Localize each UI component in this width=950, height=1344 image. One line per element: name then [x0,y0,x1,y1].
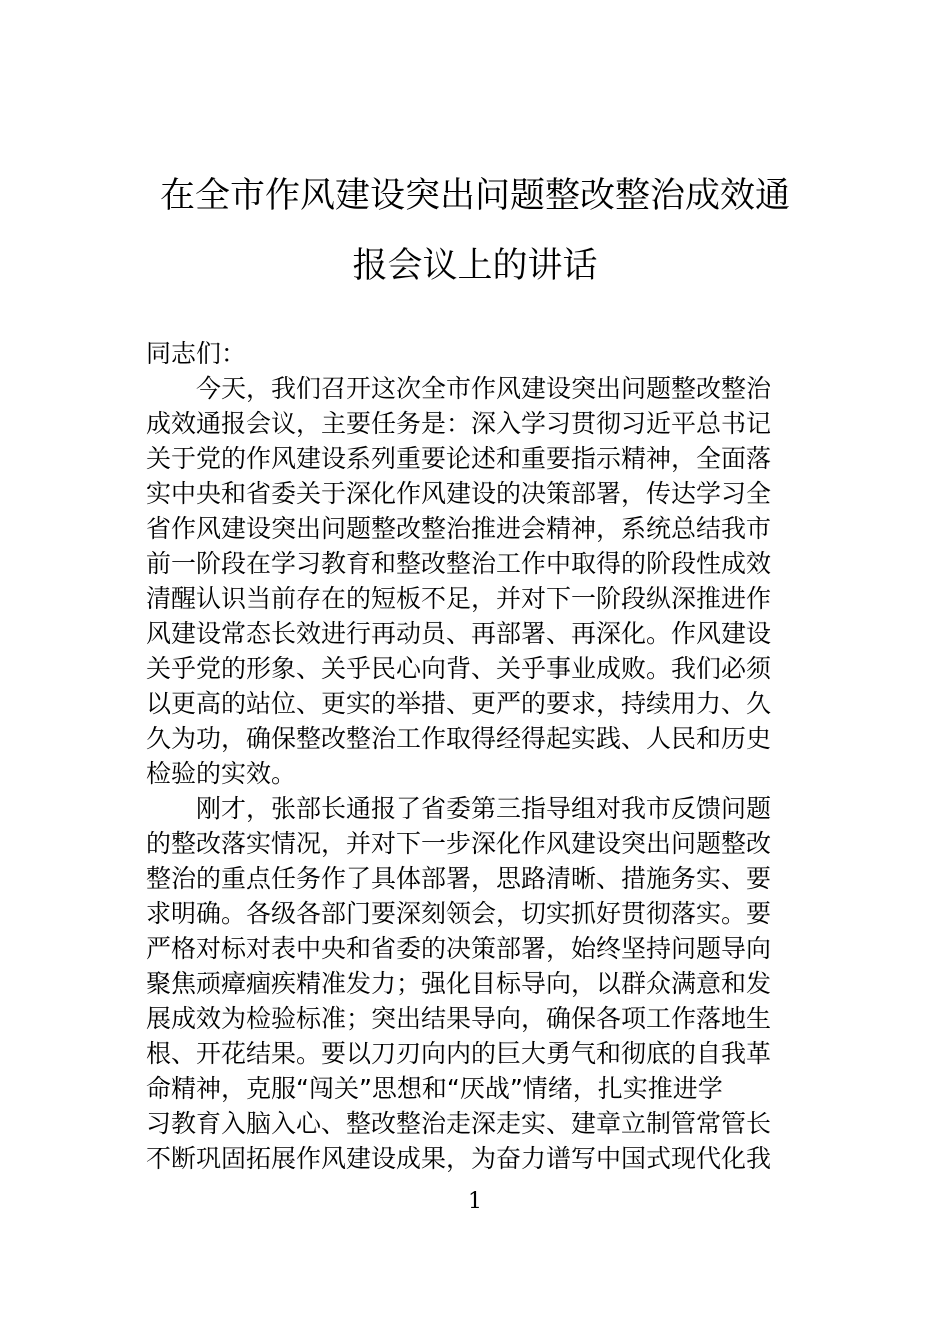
body-text-line: 关于党的作风建设系列重要论述和重要指示精神，全面落 [146,444,772,473]
salutation: 同志们： [146,339,247,368]
body-text-line: 前一阶段在学习教育和整改整治工作中取得的阶段性成效 [146,549,772,578]
body-text-line: 清醒认识当前存在的短板不足，并对下一阶段纵深推进作 [146,584,772,613]
body-text-line: 根、开花结果。要以刀刃向内的巨大勇气和彻底的自我革 [146,1039,772,1068]
body-text-line: 命精神，克服“闯关”思想和“厌战”情绪，扎实推进学 [146,1074,723,1103]
document-title-line-2: 报会议上的讲话 [352,246,598,286]
body-text-line: 严格对标对表中央和省委的决策部署，始终坚持问题导向 [146,934,772,963]
body-text-line: 展成效为检验标准；突出结果导向，确保各项工作落地生 [146,1004,772,1033]
body-text-line: 求明确。各级各部门要深刻领会，切实抓好贯彻落实。要 [146,899,772,928]
body-text-line: 整治的重点任务作了具体部署，思路清晰、措施务实、要 [146,864,772,893]
body-text-line: 以更高的站位、更实的举措、更严的要求，持续用力、久 [146,689,772,718]
body-text-line: 习教育入脑入心、整改整治走深走实、建章立制管常管长 [146,1109,772,1138]
body-text-line: 风建设常态长效进行再动员、再部署、再深化。作风建设 [146,619,772,648]
body-text-line: 今天，我们召开这次全市作风建设突出问题整改整治 [196,374,772,403]
body-text-line: 检验的实效。 [146,759,297,788]
body-text-line: 刚才，张部长通报了省委第三指导组对我市反馈问题 [196,794,772,823]
document-title-line-1: 在全市作风建设突出问题整改整治成效通 [159,176,790,216]
body-text-line: 关乎党的形象、关乎民心向背、关乎事业成败。我们必须 [146,654,772,683]
page-number: 1 [468,1189,482,1214]
body-text-line: 实中央和省委关于深化作风建设的决策部署，传达学习全 [146,479,772,508]
body-text-line: 成效通报会议，主要任务是：深入学习贯彻习近平总书记 [146,409,772,438]
body-text-line: 的整改落实情况，并对下一步深化作风建设突出问题整改 [146,829,772,858]
body-text-line: 聚焦顽瘴痼疾精准发力；强化目标导向，以群众满意和发 [146,969,772,998]
body-text-line: 久为功，确保整改整治工作取得经得起实践、人民和历史 [146,724,772,753]
body-text-line: 省作风建设突出问题整改整治推进会精神，系统总结我市 [146,514,772,543]
body-text-line: 不断巩固拓展作风建设成果，为奋力谱写中国式现代化我 [146,1144,772,1173]
